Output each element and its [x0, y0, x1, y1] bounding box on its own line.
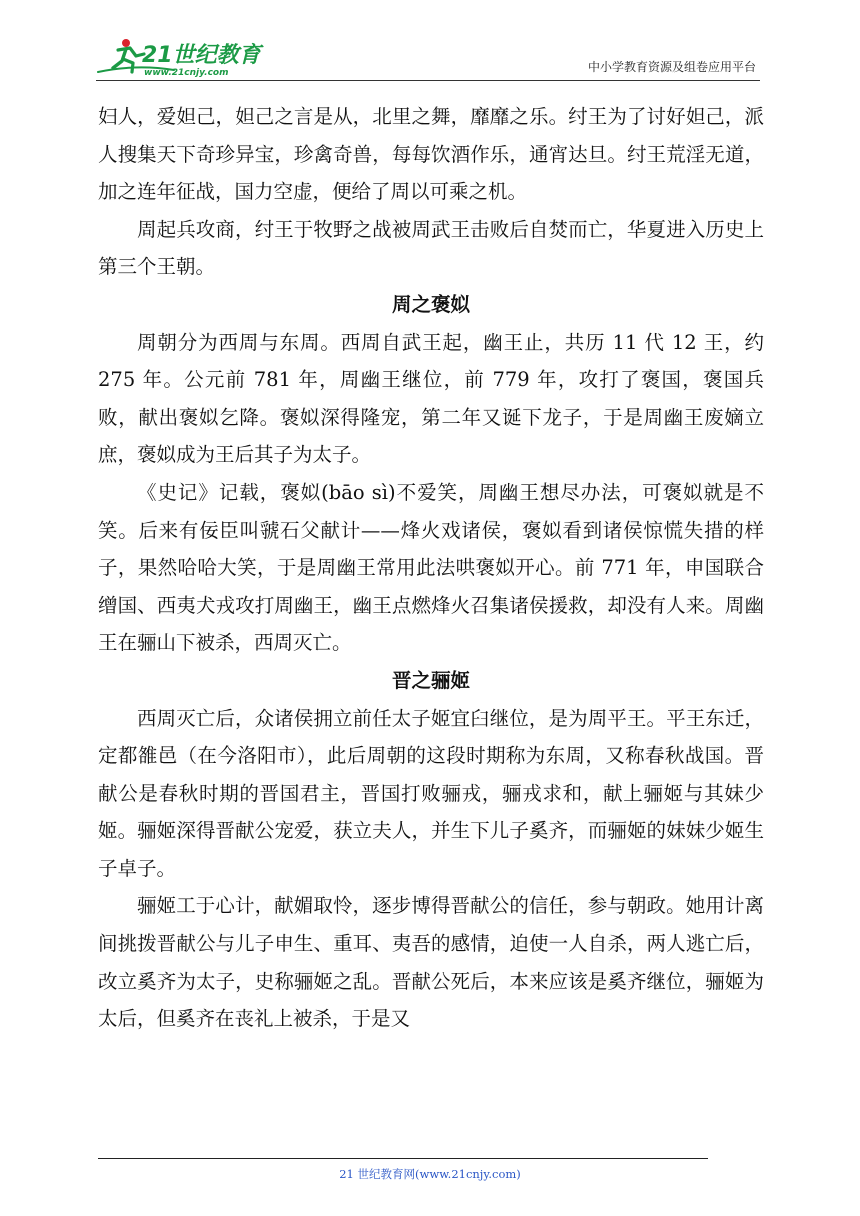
paragraph-4: 《史记》记载，褒姒(bāo sì)不爱笑，周幽王想尽办法，可褒姒就是不笑。后来有佞臣叫虢石父献计——烽火戏诸侯，褒姒看到诸侯惊慌失措的样子，果然哈哈大笑，于是周幽王常用此法哄褒姒开心。前 771 年，申国联合缯国、西夷犬戎攻打周幽王，幽王点燃烽火召集诸侯援救，却没有人来。周幽王在骊山下被杀，西周灭亡。 [98, 480, 764, 655]
paragraph-2: 周起兵攻商，纣王于牧野之战被周武王击败后自焚而亡，华夏进入历史上第三个王朝。 [98, 217, 764, 279]
page-header [96, 34, 760, 81]
paragraph-6: 骊姬工于心计，献媚取怜，逐步博得晋献公的信任，参与朝政。她用计离间挑拨晋献公与儿子申生、重耳、夷吾的感情，迫使一人自杀，两人逃亡后，改立奚齐为太子，史称骊姬之乱。晋献公死后，本来应该是奚齐继位，骊姬为太后，但奚齐在丧礼上被杀，于是又 [98, 894, 764, 1031]
svg-text:21世纪教育: 21世纪教育 [142, 43, 261, 68]
article-body [98, 98, 764, 1038]
svg-text:www.21cnjy.com: www.21cnjy.com [144, 68, 229, 78]
paragraph-1: 妇人，爱妲己，妲己之言是从，北里之舞，靡靡之乐。纣王为了讨好妲己，派人搜集天下奇珍异宝，珍禽奇兽，每每饮酒作乐，通宵达旦。纣王荒淫无道，加之连年征战，国力空虚，便给了周以可乘之机。 [98, 105, 764, 204]
platform-label: 中小学教育资源及组卷应用平台 [587, 60, 756, 74]
section-heading-baosi: 周之褒姒 [391, 292, 470, 316]
paragraph-3: 周朝分为西周与东周。西周自武王起，幽王止，共历 11 代 12 王，约 275 年。公元前 781 年，周幽王继位，前 779 年，攻打了褒国，褒国兵败，献出褒姒乞降。褒姒深得隆宠，第二年又诞下龙子，于是周幽王废嫡立庶，褒姒成为王后其子为太子。 [98, 330, 764, 467]
footer-link[interactable]: 21 世纪教育网(www.21cnjy.com) [339, 1167, 521, 1181]
footer-divider [98, 1158, 708, 1159]
section-heading-liji: 晋之骊姬 [391, 668, 470, 692]
paragraph-5: 西周灭亡后，众诸侯拥立前任太子姬宜臼继位，是为周平王。平王东迁，定都雒邑（在今洛阳市），此后周朝的这段时期称为东周，又称春秋战国。晋献公是春秋时期的晋国君主，晋国打败骊戎，骊戎求和，献上骊姬与其妹少姬。骊姬深得晋献公宠爱，获立夫人，并生下儿子奚齐，而骊姬的妹妹少姬生子卓子。 [98, 706, 764, 880]
21cnjy-logo [96, 34, 266, 78]
